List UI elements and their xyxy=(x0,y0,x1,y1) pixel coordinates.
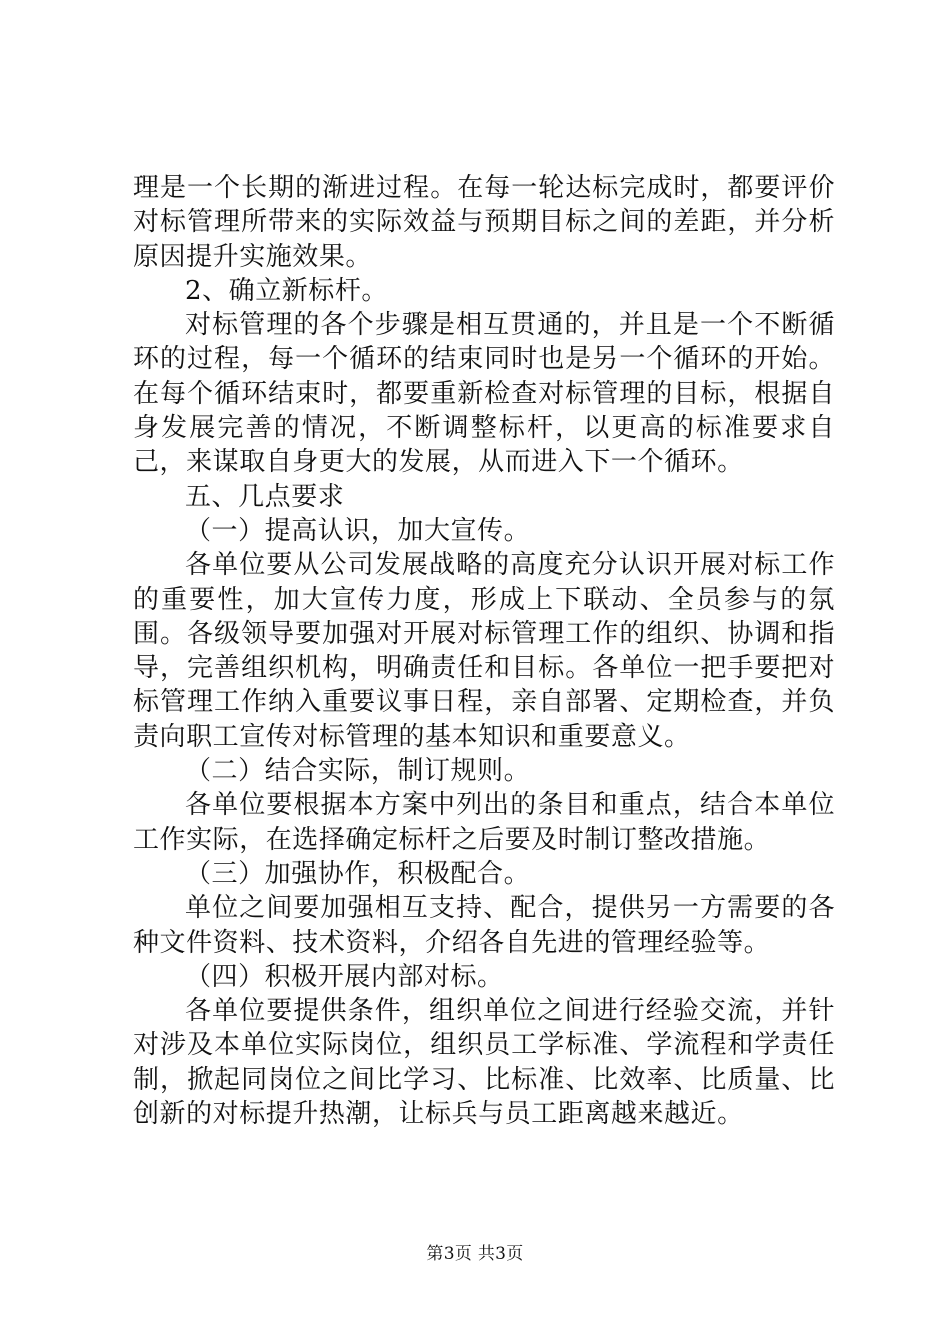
document-body xyxy=(133,171,835,1131)
paragraph-awareness: 各单位要从公司发展战略的高度充分认识开展对标工作的重要性，加大宣传力度，形成上下联动、全员参与的氛围。各级领导要加强对开展对标管理工作的组织、协调和指导，完善组织机构，明确责任和目标。各单位一把手要把对标管理工作纳入重要议事日程，亲自部署、定期检查，并负责向职工宣传对标管理的基本知识和重要意义。 xyxy=(133,550,835,752)
section-heading-requirements: 五、几点要求 xyxy=(185,481,345,512)
paragraph-benchmark-cycle: 对标管理的各个步骤是相互贯通的，并且是一个不断循环的过程，每一个循环的结束同时也是另一个循环的开始。在每个循环结束时，都要重新检查对标管理的目标，根据自身发展完善的情况，不断调整标杆，以更高的标准要求自己，来谋取自身更大的发展，从而进入下一个循环。 xyxy=(133,310,835,478)
paragraph-internal-benchmark: 各单位要提供条件，组织单位之间进行经验交流，并针对涉及本单位实际岗位，组织员工学标准、学流程和学责任制，掀起同岗位之间比学习、比标准、比效率、比质量、比创新的对标提升热潮，让标兵与员工距离越来越近。 xyxy=(133,996,835,1130)
subheading-rules: （二）结合实际，制订规则。 xyxy=(185,756,531,787)
page-number-footer: 第3页 共3页 xyxy=(426,1244,524,1264)
paragraph-rules: 各单位要根据本方案中列出的条目和重点，结合本单位工作实际，在选择确定标杆之后要及时制订整改措施。 xyxy=(133,790,835,855)
paragraph-continuation: 理是一个长期的渐进过程。在每一轮达标完成时，都要评价对标管理所带来的实际效益与预期目标之间的差距，并分析原因提升实施效果。 xyxy=(133,173,835,272)
paragraph-heading-new-benchmark: 2、确立新标杆。 xyxy=(185,275,388,306)
subheading-awareness: （一）提高认识，加大宣传。 xyxy=(185,515,531,546)
paragraph-cooperation: 单位之间要加强相互支持、配合，提供另一方需要的各种文件资料、技术资料，介绍各自先进的管理经验等。 xyxy=(133,893,835,958)
subheading-cooperation: （三）加强协作，积极配合。 xyxy=(185,858,531,889)
subheading-internal-benchmark: （四）积极开展内部对标。 xyxy=(185,961,504,992)
